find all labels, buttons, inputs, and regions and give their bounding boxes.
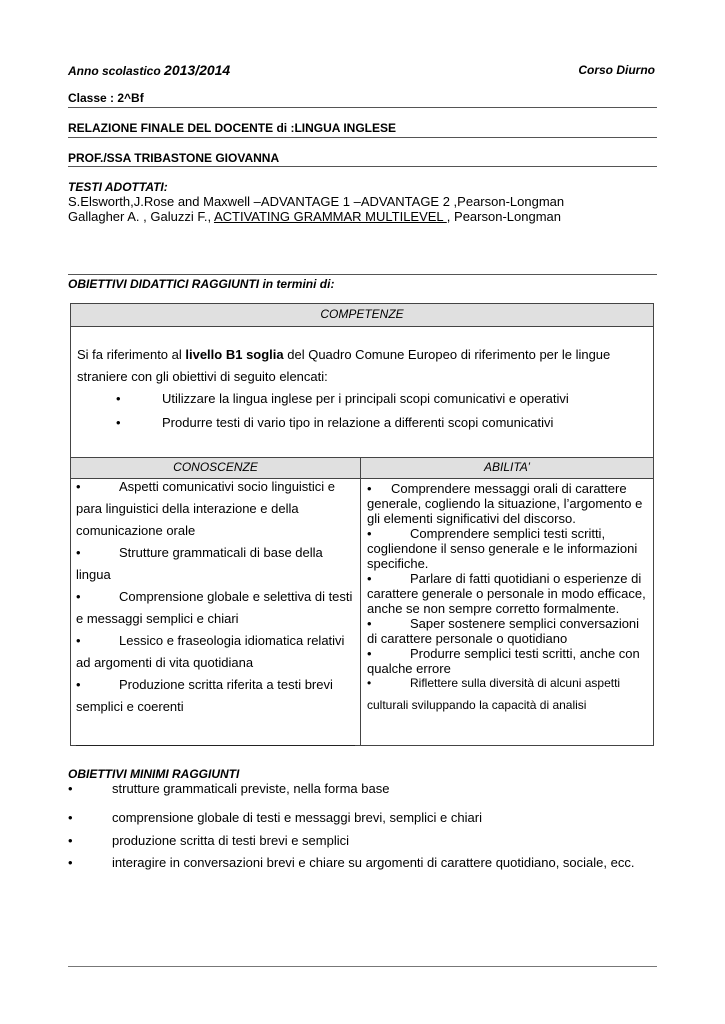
competenza-item: Produrre testi di vario tipo in relazione a differenti scopi comunicativi — [162, 415, 554, 430]
intro-text: Si fa riferimento al — [77, 347, 186, 362]
bullet: • — [76, 479, 81, 494]
list-item — [76, 586, 358, 608]
list-item-text: Aspetti comunicativi socio linguistici e — [119, 479, 336, 494]
abilita-list — [367, 481, 651, 713]
textbooks-heading: TESTI ADOTTATI: — [68, 180, 168, 194]
minimi-item: interagire in conversazioni brevi e chiare su argomenti di carattere quotidiano, sociale, ecc. — [112, 855, 635, 870]
list-item — [367, 676, 651, 691]
minimi-item: comprensione globale di testi e messaggi brevi, semplici e chiari — [112, 810, 482, 825]
list-item — [367, 616, 651, 631]
competenze-intro — [77, 347, 610, 362]
list-item-text: Riflettere sulla diversità di alcuni aspetti — [410, 676, 621, 690]
report-title: RELAZIONE FINALE DEL DOCENTE di :LINGUA INGLESE — [68, 121, 397, 135]
bullet: • — [68, 833, 73, 848]
list-item — [367, 571, 651, 586]
bullet: • — [68, 810, 73, 825]
divider — [68, 274, 657, 275]
list-item-text: Lessico e fraseologia idiomatica relativi — [119, 633, 345, 648]
bullet: • — [76, 677, 81, 692]
bullet: • — [76, 633, 81, 648]
minimi-heading: OBIETTIVI MINIMI RAGGIUNTI — [68, 767, 240, 781]
list-item-text: cogliendone il senso generale e le informazioni — [367, 541, 638, 556]
textbook-authors: Gallagher A. , Galuzzi F., — [68, 209, 214, 224]
textbook-line-1: S.Elsworth,J.Rose and Maxwell –ADVANTAGE 1 –ADVANTAGE 2 ,Pearson-Longman — [68, 194, 565, 209]
bullet: • — [367, 481, 372, 496]
textbook-title: ACTIVATING GRAMMAR MULTILEVEL — [213, 209, 447, 224]
competenze-table — [70, 303, 654, 746]
minimi-item: produzione scritta di testi brevi e semplici — [112, 833, 349, 848]
minimi-item: strutture grammaticali previste, nella forma base — [112, 781, 390, 796]
list-item — [76, 674, 358, 696]
table-rule — [71, 326, 653, 327]
course-type: Corso Diurno — [578, 63, 655, 77]
list-item-text: semplici e coerenti — [76, 699, 184, 714]
school-year-value: 2013/2014 — [164, 62, 231, 78]
bullet: • — [68, 781, 73, 796]
list-item-text: culturali sviluppando la capacità di analisi — [367, 698, 587, 712]
list-item — [367, 526, 651, 541]
textbook-line-2 — [68, 209, 561, 224]
divider — [68, 137, 657, 138]
textbook-publisher: , Pearson-Longman — [446, 209, 561, 224]
list-item-text: qualche errore — [367, 661, 451, 676]
divider — [68, 107, 657, 108]
list-item-text: Parlare di fatti quotidiani o esperienze di — [410, 571, 642, 586]
list-item — [367, 481, 651, 496]
list-item-text: lingua — [76, 567, 111, 582]
list-item-text: para linguistici della interazione e della — [76, 501, 299, 516]
list-item-text: Produrre semplici testi scritti, anche con — [410, 646, 640, 661]
divider — [68, 166, 657, 167]
bullet: • — [116, 415, 121, 430]
class-label: Classe : 2^Bf — [68, 91, 144, 105]
bullet: • — [367, 526, 372, 541]
bullet: • — [367, 571, 372, 586]
bullet: • — [68, 855, 73, 870]
list-item-text: di carattere personale o quotidiano — [367, 631, 568, 646]
list-item-text: anche se non sempre corretto formalmente. — [367, 601, 620, 616]
list-item-text: e messaggi semplici e chiari — [76, 611, 239, 626]
list-item-text: Comprendere semplici testi scritti, — [410, 526, 606, 541]
list-item-text: gli elementi significativi del discorso. — [367, 511, 576, 526]
list-item-text: specifiche. — [367, 556, 429, 571]
list-item-text: ad argomenti di vita quotidiana — [76, 655, 254, 670]
abilita-header: ABILITA’ — [361, 458, 653, 478]
bullet: • — [76, 545, 81, 560]
competenze-header: COMPETENZE — [71, 304, 653, 326]
teacher-name: PROF./SSA TRIBASTONE GIOVANNA — [68, 151, 280, 165]
conoscenze-header: CONOSCENZE — [71, 458, 360, 478]
intro-level: livello B1 soglia — [185, 347, 284, 362]
conoscenze-list — [76, 476, 358, 718]
table-rule — [76, 745, 355, 746]
bullet: • — [367, 616, 372, 631]
list-item-text: Saper sostenere semplici conversazioni — [410, 616, 640, 631]
list-item — [367, 646, 651, 661]
bullet: • — [116, 391, 121, 406]
list-item-text: generale, cogliendo la situazione, l’argomento e — [367, 496, 643, 511]
objectives-heading: OBIETTIVI DIDATTICI RAGGIUNTI in termini di: — [68, 277, 335, 291]
list-item — [76, 542, 358, 564]
intro-text-cont: del Quadro Comune Europeo di riferimento per le lingue — [283, 347, 611, 362]
list-item — [76, 476, 358, 498]
footer-divider — [68, 966, 657, 967]
list-item-text: Comprendere messaggi orali di carattere — [391, 481, 627, 496]
list-item-text: Comprensione globale e selettiva di testi — [119, 589, 353, 604]
competenza-item: Utilizzare la lingua inglese per i principali scopi comunicativi e operativi — [162, 391, 569, 406]
list-item-text: Produzione scritta riferita a testi brevi — [119, 677, 333, 692]
bullet: • — [367, 676, 372, 690]
competenze-intro-line2: straniere con gli obiettivi di seguito elencati: — [77, 369, 328, 384]
school-year — [68, 62, 230, 78]
list-item-text: carattere generale o personale in modo efficace, — [367, 586, 646, 601]
list-item — [76, 630, 358, 652]
list-item-text: comunicazione orale — [76, 523, 196, 538]
bullet: • — [367, 646, 372, 661]
school-year-label: Anno scolastico — [68, 64, 165, 78]
bullet: • — [76, 589, 81, 604]
list-item-text: Strutture grammaticali di base della — [119, 545, 323, 560]
column-divider — [360, 457, 361, 746]
